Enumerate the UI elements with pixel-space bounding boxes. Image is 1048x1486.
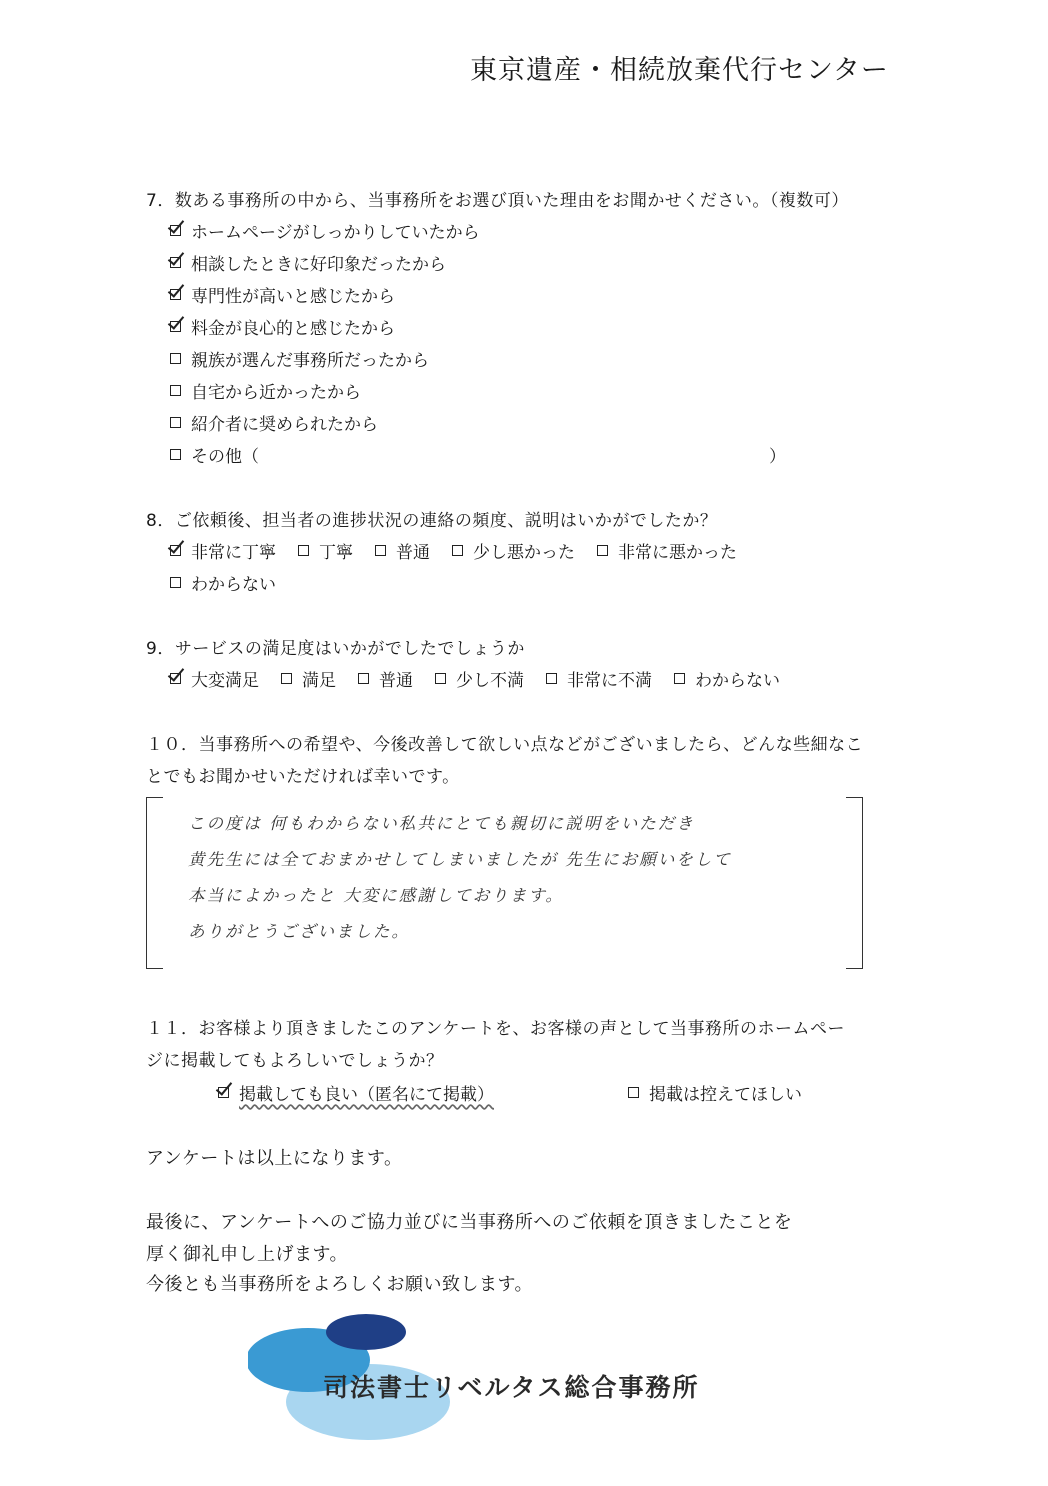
q9-option-label: 満足 bbox=[302, 671, 336, 691]
q11-option-publish[interactable] bbox=[218, 1080, 494, 1105]
q9-option[interactable] bbox=[546, 666, 652, 691]
q8-question: 8．ご依頼後、担当者の進捗状況の連絡の頻度、説明はいかがでしたか？ bbox=[146, 511, 718, 531]
q8-option-label: 少し悪かった bbox=[473, 543, 575, 563]
checkbox-icon[interactable] bbox=[597, 545, 608, 556]
q8-option[interactable] bbox=[170, 570, 276, 595]
checkbox-icon[interactable] bbox=[170, 449, 181, 460]
q9-option[interactable] bbox=[170, 666, 259, 691]
checkbox-icon[interactable] bbox=[170, 321, 181, 332]
q9-options-row bbox=[170, 666, 802, 691]
q7-option-label: 親族が選んだ事務所だったから bbox=[191, 351, 429, 371]
q7-option[interactable] bbox=[170, 218, 480, 243]
q9-option-label: 大変満足 bbox=[191, 671, 259, 691]
q8-option-label: 普通 bbox=[396, 543, 430, 563]
checkbox-icon[interactable] bbox=[170, 225, 181, 236]
checkbox-icon[interactable] bbox=[628, 1087, 639, 1098]
logo-text: 司法書士リベルタス総合事務所 bbox=[323, 1373, 700, 1402]
q9-option-label: 普通 bbox=[379, 671, 413, 691]
checkbox-icon[interactable] bbox=[170, 577, 181, 588]
q7-option[interactable] bbox=[170, 346, 429, 371]
checkbox-icon[interactable] bbox=[170, 385, 181, 396]
q7-option-label: 相談したときに好印象だったから bbox=[191, 255, 446, 275]
checkbox-icon[interactable] bbox=[170, 545, 181, 556]
q7-option-label: その他（ bbox=[191, 447, 259, 467]
checkbox-icon[interactable] bbox=[170, 257, 181, 268]
q7-option-label: 専門性が高いと感じたから bbox=[191, 287, 395, 307]
q7-option[interactable] bbox=[170, 282, 395, 307]
q7-option[interactable] bbox=[170, 410, 378, 435]
checkbox-icon[interactable] bbox=[375, 545, 386, 556]
handwritten-answer-line: 黄先生には全ておまかせしてしまいましたが 先生にお願いをして bbox=[188, 850, 732, 869]
q7-option-label: 料金が良心的と感じたから bbox=[191, 319, 395, 339]
checkbox-icon[interactable] bbox=[546, 673, 557, 684]
checkbox-icon[interactable] bbox=[298, 545, 309, 556]
q9-option[interactable] bbox=[281, 666, 336, 691]
q9-option[interactable] bbox=[435, 666, 524, 691]
checkbox-icon[interactable] bbox=[358, 673, 369, 684]
q9-option-label: わからない bbox=[695, 671, 780, 691]
q7-option-other[interactable] bbox=[170, 442, 786, 467]
q8-option-label: わからない bbox=[191, 575, 276, 595]
logo-dark-circle bbox=[326, 1314, 406, 1350]
checkbox-icon[interactable] bbox=[170, 289, 181, 300]
q7-option-label: 自宅から近かったから bbox=[191, 383, 361, 403]
checkbox-icon[interactable] bbox=[435, 673, 446, 684]
handwritten-answer-line: ありがとうございました。 bbox=[188, 922, 410, 941]
q11-option-label: 掲載は控えてほしい bbox=[649, 1085, 802, 1105]
q8-option[interactable] bbox=[452, 538, 575, 563]
q11-question-line2: ジに掲載してもよろしいでしょうか？ bbox=[146, 1051, 444, 1071]
q8-option-label: 非常に悪かった bbox=[618, 543, 737, 563]
checkbox-icon[interactable] bbox=[281, 673, 292, 684]
q10-question-line1: １０．当事務所への希望や、今後改善して欲しい点などがございましたら、どんな些細なこ bbox=[146, 735, 864, 755]
q10-question-line2: とでもお聞かせいただければ幸いです。 bbox=[146, 767, 460, 787]
q8-option-label: 丁寧 bbox=[319, 543, 353, 563]
q11-option-label: 掲載しても良い（匿名にて掲載） bbox=[239, 1085, 494, 1105]
handwritten-answer-line: この度は 何もわからない私共にとても親切に説明をいただき bbox=[188, 814, 695, 833]
q9-option-label: 非常に不満 bbox=[567, 671, 652, 691]
closing-line: 最後に、アンケートへのご協力並びに当事務所へのご依頼を頂きましたことを bbox=[146, 1212, 793, 1233]
checkbox-icon[interactable] bbox=[674, 673, 685, 684]
page-title: 東京遺産・相続放棄代行センター bbox=[470, 55, 889, 86]
q7-option-label: 紹介者に奨められたから bbox=[191, 415, 378, 435]
q8-option[interactable] bbox=[170, 538, 276, 563]
other-close-paren: ） bbox=[769, 447, 786, 467]
q7-option[interactable] bbox=[170, 314, 395, 339]
q7-option[interactable] bbox=[170, 250, 446, 275]
q8-option[interactable] bbox=[375, 538, 430, 563]
q8-option[interactable] bbox=[298, 538, 353, 563]
answer-bracket-right bbox=[846, 797, 863, 969]
q7-option-label: ホームページがしっかりしていたから bbox=[191, 223, 480, 243]
q8-option[interactable] bbox=[597, 538, 737, 563]
answer-bracket-left bbox=[146, 797, 163, 969]
q7-option[interactable] bbox=[170, 378, 361, 403]
checkbox-icon[interactable] bbox=[170, 417, 181, 428]
q9-question: 9．サービスの満足度はいかがでしたでしょうか bbox=[146, 639, 525, 659]
q9-option[interactable] bbox=[358, 666, 413, 691]
q8-options-row bbox=[170, 538, 759, 563]
checkbox-icon[interactable] bbox=[170, 673, 181, 684]
q7-question: 7．数ある事務所の中から、当事務所をお選び頂いた理由をお聞かせください。（複数可） bbox=[146, 191, 849, 211]
checkbox-icon[interactable] bbox=[218, 1087, 229, 1098]
q11-question-line1: １１．お客様より頂きましたこのアンケートを、お客様の声として当事務所のホームペー bbox=[146, 1019, 845, 1039]
checkbox-icon[interactable] bbox=[452, 545, 463, 556]
q11-option-decline[interactable] bbox=[628, 1080, 802, 1105]
q8-option-label: 非常に丁寧 bbox=[191, 543, 276, 563]
closing-line: アンケートは以上になります。 bbox=[146, 1148, 403, 1169]
checkbox-icon[interactable] bbox=[170, 353, 181, 364]
closing-line: 厚く御礼申し上げます。 bbox=[146, 1244, 349, 1265]
q9-option-label: 少し不満 bbox=[456, 671, 524, 691]
handwritten-answer-line: 本当によかったと 大変に感謝しております。 bbox=[188, 886, 564, 905]
q9-option[interactable] bbox=[674, 666, 780, 691]
closing-line: 今後とも当事務所をよろしくお願い致します。 bbox=[146, 1274, 534, 1295]
